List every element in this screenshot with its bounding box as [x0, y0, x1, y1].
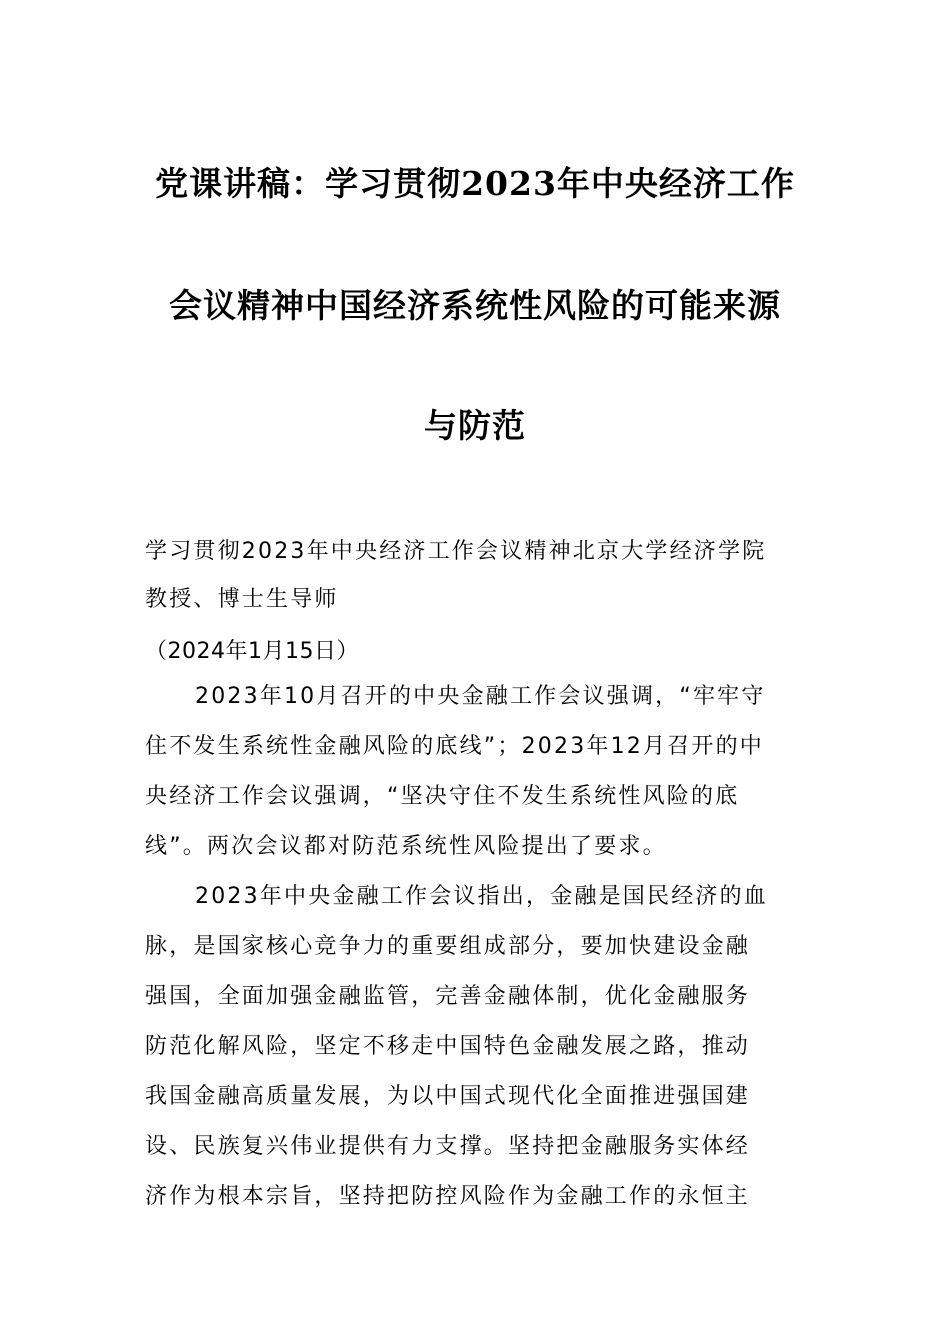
paragraph-line: 设、民族复兴伟业提供有力支撑。坚持把金融服务实体经: [145, 1134, 751, 1159]
date-line: （2024年1月15日）: [145, 639, 359, 664]
paragraph-line: 2023年中央金融工作会议指出，金融是国民经济的血: [195, 884, 768, 909]
paragraph-line: 2023年10月召开的中央金融工作会议强调，“牢牢守: [195, 684, 766, 709]
paragraph-line: 住不发生系统性金融风险的底线”；2023年12月召开的中: [145, 734, 764, 759]
document-title-line-2: 会议精神中国经济系统性风险的可能来源: [169, 286, 781, 325]
paragraph-line: 线”。两次会议都对防范系统性风险提出了要求。: [145, 834, 667, 859]
paragraph-line: 济作为根本宗旨，坚持把防控风险作为金融工作的永恒主: [145, 1184, 751, 1209]
byline-line: 学习贯彻2023年中央经济工作会议精神北京大学经济学院: [145, 539, 767, 564]
paragraph-line: 脉，是国家核心竞争力的重要组成部分，要加快建设金融: [145, 934, 751, 959]
paragraph-line: 央经济工作会议强调，“坚决守住不发生系统性风险的底: [145, 784, 740, 809]
document-title-line-3: 与防范: [424, 406, 526, 445]
paragraph-line: 强国，全面加强金融监管，完善金融体制，优化金融服务: [145, 984, 751, 1009]
paragraph-line: 我国金融高质量发展，为以中国式现代化全面推进强国建: [145, 1084, 751, 1109]
document-title-line-1: 党课讲稿：学习贯彻2023年中央经济工作: [155, 164, 795, 203]
paragraph-line: 防范化解风险，坚定不移走中国特色金融发展之路，推动: [145, 1034, 751, 1059]
byline-line: 教授、博士生导师: [145, 587, 339, 612]
